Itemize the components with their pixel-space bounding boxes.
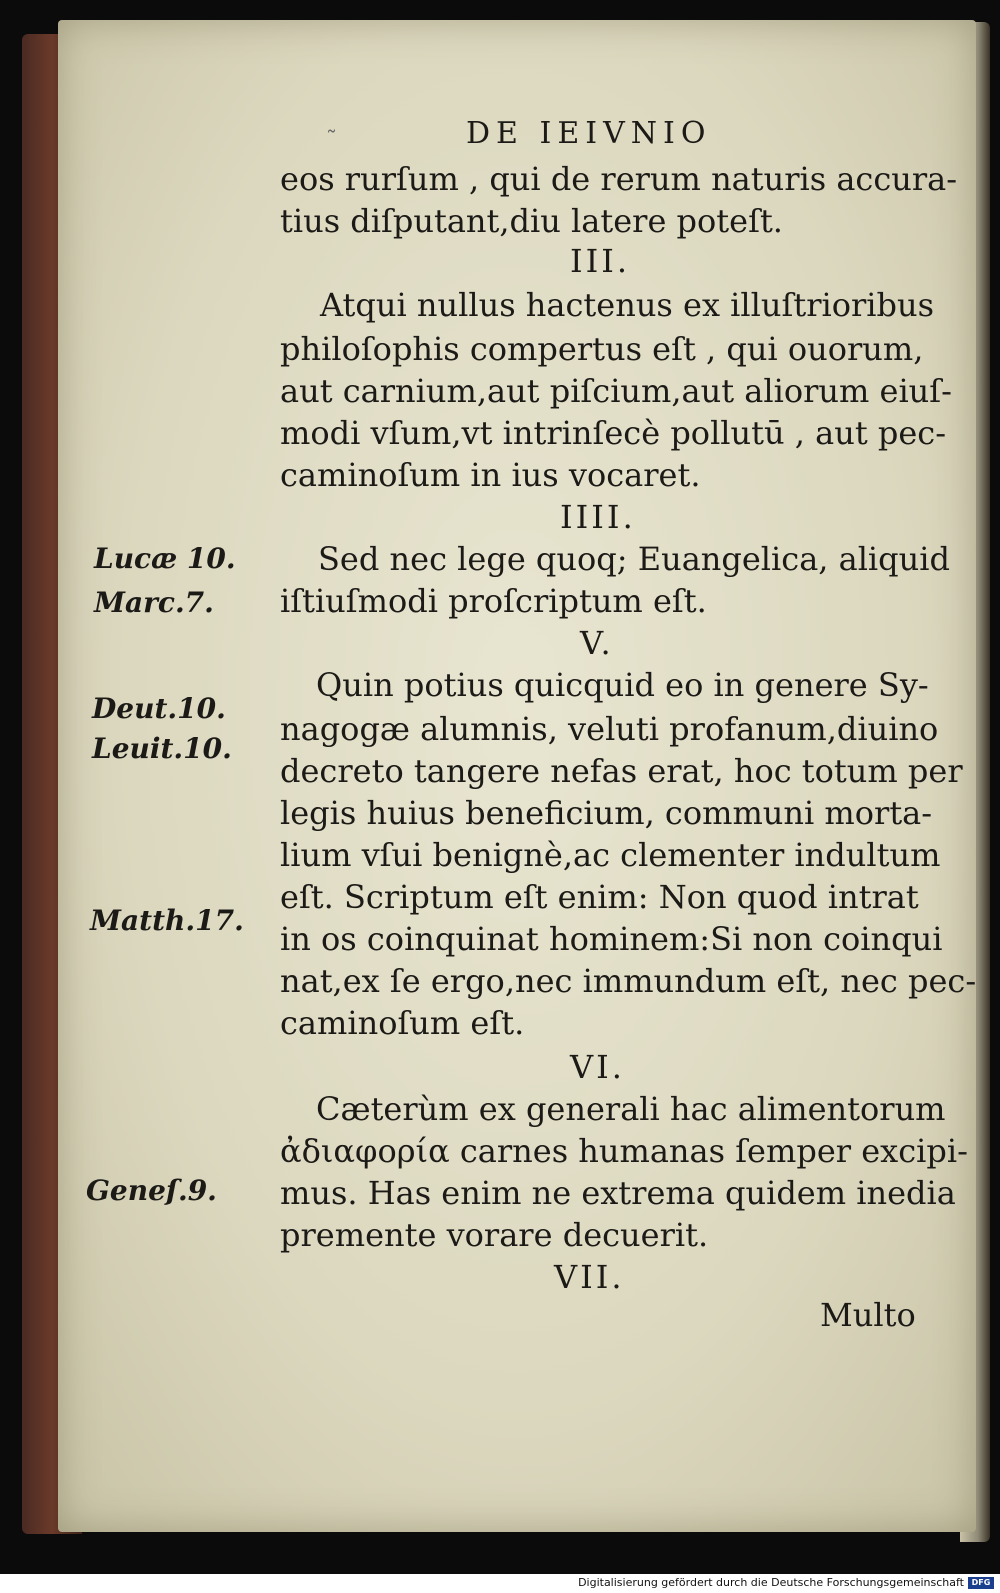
text-line: mus. Has enim ne extrema quidem inedia [280, 1174, 956, 1212]
marginal-note: Deut.10. [92, 692, 226, 725]
text-line: eos rurſum , qui de rerum naturis accura- [280, 160, 958, 198]
text-line: aut carnium,aut piſcium,aut aliorum eiuſ- [280, 372, 952, 410]
text-line: caminoſum in ius vocaret. [280, 456, 701, 494]
section-number: V. [580, 624, 614, 662]
text-line: nat,ex ſe ergo,nec immundum eſt, nec pec- [280, 962, 977, 1000]
section-number: VII. [554, 1258, 625, 1296]
text-line: caminoſum eſt. [280, 1004, 525, 1042]
text-line: Atqui nullus hactenus ex illuſtrioribus [320, 286, 935, 324]
text-line: Quin potius quicquid eo in genere Sy- [316, 666, 929, 704]
text-line: iſtiuſmodi proſcriptum eſt. [280, 582, 707, 620]
text-line: ἀδιαφορία carnes humanas ſemper excipi- [280, 1132, 968, 1170]
ink-mark: ˜ [326, 128, 337, 153]
text-line: tius diſputant,diu latere poteſt. [280, 202, 783, 240]
book-page [58, 20, 976, 1532]
marginal-note: Matth.17. [90, 904, 244, 937]
marginal-note: Geneſ.9. [86, 1174, 217, 1207]
text-line: legis huius beneficium, communi morta- [280, 794, 933, 832]
text-line: philoſophis compertus eſt , qui ouorum, [280, 330, 924, 368]
text-line: Sed nec lege quoq; Euangelica, aliquid [318, 540, 950, 578]
text-line: lium vſui benignè,ac clementer indultum [280, 836, 941, 874]
section-number: III. [570, 242, 631, 280]
text-line: modi vſum,vt intrinſecè pollutū , aut pec- [280, 414, 946, 452]
text-line: in os coinquinat hominem:Si non coinqui [280, 920, 943, 958]
text-line: eſt. Scriptum eſt enim: Non quod intrat [280, 878, 919, 916]
text-line: nagogæ alumnis, veluti profanum,diuino [280, 710, 939, 748]
footer-credit: Digitalisierung gefördert durch die Deutsche Forschungsgemeinschaft [578, 1576, 964, 1589]
section-number: IIII. [560, 498, 636, 536]
marginal-note: Marc.7. [94, 586, 214, 619]
text-line: premente vorare decuerit. [280, 1216, 709, 1254]
text-line: Cæterùm ex generali hac alimentorum [316, 1090, 946, 1128]
running-head: DE IEIVNIO [466, 116, 712, 151]
marginal-note: Lucæ 10. [94, 542, 236, 575]
marginal-note: Leuit.10. [92, 732, 232, 765]
text-line: decreto tangere nefas erat, hoc totum per [280, 752, 963, 790]
dfg-logo-icon: DFG [968, 1577, 994, 1589]
catchword: Multo [820, 1296, 916, 1334]
footer-bar [0, 1574, 1000, 1593]
section-number: VI. [570, 1048, 625, 1086]
